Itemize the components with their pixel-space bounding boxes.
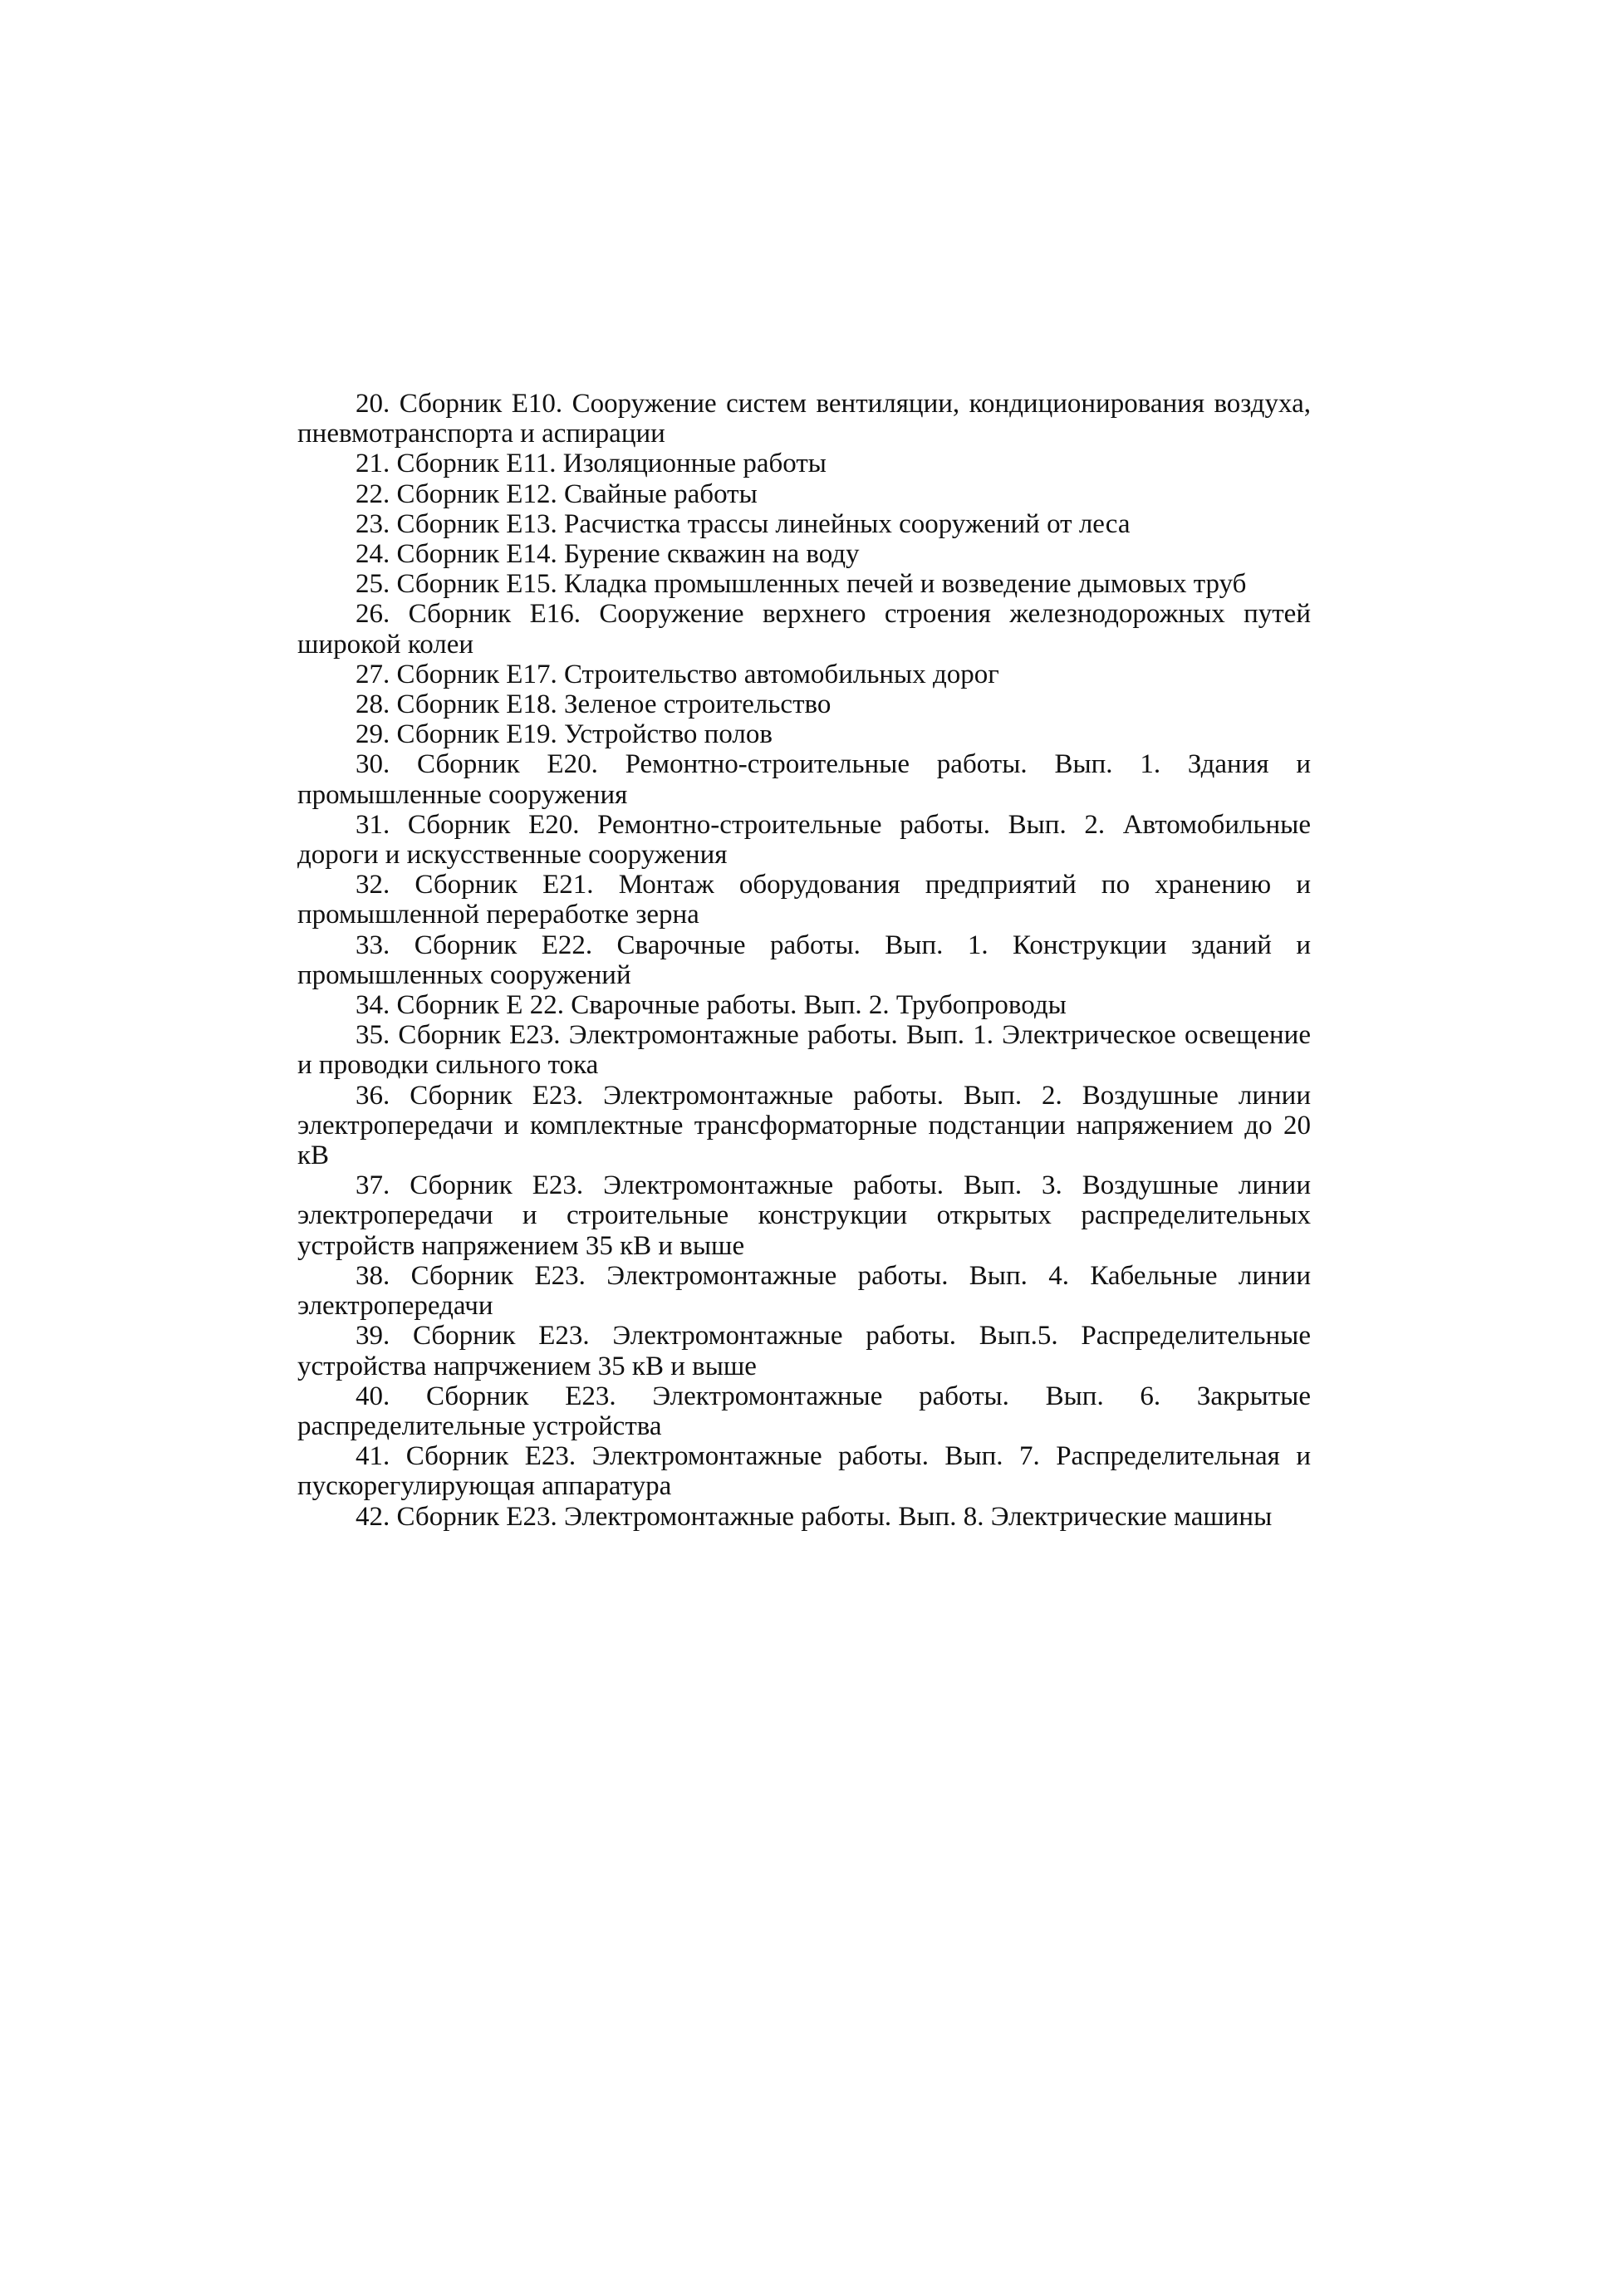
list-item-41: 41. Сборник Е23. Электромонтажные работы. Вып. 7. Распределительная и пускорегулирующая аппаратура	[297, 1441, 1311, 1502]
list-item-39: 39. Сборник Е23. Электромонтажные работы. Вып.5. Распределительные устройства напрчжением 35 кВ и выше	[297, 1321, 1311, 1381]
list-item-24: 24. Сборник Е14. Бурение скважин на воду	[356, 539, 860, 570]
list-item-37: 37. Сборник Е23. Электромонтажные работы. Вып. 3. Воздушные линии электропередачи и строительные конструкции открытых распределительных устройств напряжением 35 кВ и выше	[297, 1170, 1311, 1261]
list-item-25: 25. Сборник Е15. Кладка промышленных печей и возведение дымовых труб	[356, 569, 1247, 600]
list-item-30: 30. Сборник Е20. Ремонтно-строительные работы. Вып. 1. Здания и промышленные сооружения	[297, 749, 1311, 810]
collection-list	[297, 389, 1311, 1532]
list-item-21: 21. Сборник Е11. Изоляционные работы	[356, 449, 827, 479]
list-item-23: 23. Сборник Е13. Расчистка трассы линейных сооружений от леса	[356, 508, 1131, 539]
list-item-34: 34. Сборник Е 22. Сварочные работы. Вып. 2. Трубопроводы	[356, 990, 1067, 1021]
list-item-35: 35. Сборник Е23. Электромонтажные работы. Вып. 1. Электрическое освещение и проводки сильного тока	[297, 1020, 1311, 1081]
list-item-38: 38. Сборник Е23. Электромонтажные работы. Вып. 4. Кабельные линии электропередачи	[297, 1260, 1311, 1322]
list-item-28: 28. Сборник Е18. Зеленое строительство	[356, 689, 831, 720]
list-item-26: 26. Сборник Е16. Сооружение верхнего строения железнодорожных путей широкой колеи	[297, 599, 1311, 660]
list-item-31: 31. Сборник Е20. Ремонтно-строительные работы. Вып. 2. Автомобильные дороги и искусственные сооружения	[297, 809, 1311, 871]
list-item-33: 33. Сборник Е22. Сварочные работы. Вып. 1. Конструкции зданий и промышленных сооружений	[297, 930, 1311, 990]
list-item-32: 32. Сборник Е21. Монтаж оборудования предприятий по хранению и промышленной переработке зерна	[297, 870, 1311, 930]
list-item-22: 22. Сборник Е12. Свайные работы	[356, 478, 758, 509]
list-item-36: 36. Сборник Е23. Электромонтажные работы. Вып. 2. Воздушные линии электропередачи и комплектные трансформаторные подстанции напряжением до 20 кВ	[297, 1080, 1311, 1171]
list-item-40: 40. Сборник Е23. Электромонтажные работы. Вып. 6. Закрытые распределительные устройства	[297, 1381, 1311, 1441]
list-item-27: 27. Сборник Е17. Строительство автомобильных дорог	[356, 659, 999, 689]
list-item-20: 20. Сборник Е10. Сооружение систем вентиляции, кондиционирования воздуха, пневмотранспорта и аспирации	[297, 389, 1311, 449]
list-item-42: 42. Сборник Е23. Электромонтажные работы. Вып. 8. Электрические машины	[356, 1501, 1273, 1532]
list-item-29: 29. Сборник Е19. Устройство полов	[356, 719, 773, 750]
